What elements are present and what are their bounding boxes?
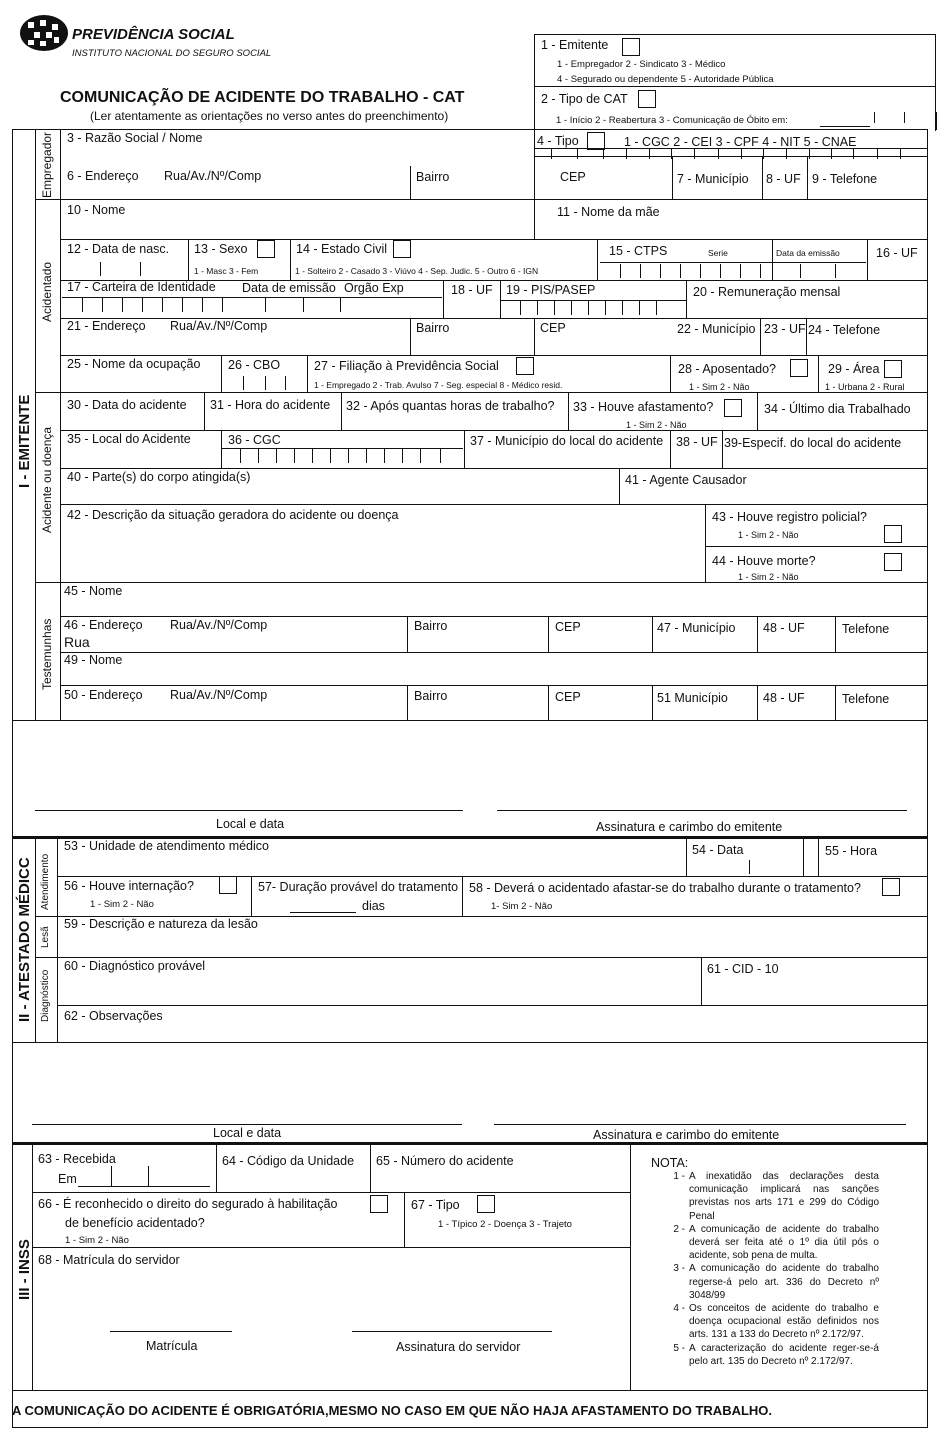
field-56-checkbox[interactable] — [219, 876, 237, 894]
field-29-checkbox[interactable] — [884, 360, 902, 378]
note-number: 2 - — [673, 1223, 685, 1235]
note-number: 1 - — [673, 1171, 685, 1182]
footer-notice: A COMUNICAÇÃO DO ACIDENTE É OBRIGATÓRIA,MESMO NO CASO EM QUE NÃO HAJA AFASTAMENTO DO TRABALHO. — [12, 1403, 773, 1418]
field-27-checkbox[interactable] — [516, 357, 534, 375]
notes-list — [663, 1170, 879, 1368]
field-67-checkbox[interactable] — [477, 1195, 495, 1213]
section-inss-label: III - INSS — [16, 1239, 33, 1300]
note-text: A comunicação de acidente do trabalho deverá ser feita até o 1º dia útil pós o acidente, sob pena de multa. — [689, 1223, 879, 1262]
field-2-label: 2 - Tipo de CAT — [541, 92, 628, 106]
note-text: A comunicação do acidente do trabalho regerse-á pelo art. 336 do Decreto nº 3048/99 — [689, 1263, 879, 1301]
note-item — [663, 1302, 879, 1342]
form-title: COMUNICAÇÃO DE ACIDENTE DO TRABALHO - CAT — [60, 89, 465, 106]
field-66-checkbox[interactable] — [370, 1195, 388, 1213]
field-2-checkbox[interactable] — [638, 90, 656, 108]
section-atestado-label: II - ATESTADO MÉDICC — [16, 857, 33, 1022]
note-text: A caracterização do acidente reger-se-á pelo art. 135 do Decreto nº 2.172/97. — [689, 1342, 879, 1367]
note-number: 4 - — [673, 1303, 685, 1315]
field-1-label: 1 - Emitente — [541, 38, 609, 52]
field-46-value[interactable]: Rua — [64, 634, 90, 650]
note-item — [663, 1223, 879, 1263]
org-name: PREVIDÊNCIA SOCIAL — [72, 26, 235, 43]
form-subtitle: (Ler atentamente as orientações no verso antes do preenchimento) — [90, 109, 449, 123]
field-28-checkbox[interactable] — [790, 359, 808, 377]
note-text: Os conceitos de acidente do trabalho e doença ocupacional estão definidos nos arts. 131 a 133 do Decreto nº 2.172/97. — [689, 1303, 879, 1341]
field-43-checkbox[interactable] — [884, 525, 902, 543]
field-1-checkbox[interactable] — [622, 38, 640, 56]
section-emitente-label: I - EMITENTE — [16, 394, 33, 488]
field-14-checkbox[interactable] — [393, 240, 411, 258]
note-text: A inexatidão das declarações desta comunicação implicará nas sanções previstas nos arts 171 e 299 do Código Penal — [689, 1171, 879, 1222]
institute-name: INSTITUTO NACIONAL DO SEGURO SOCIAL — [72, 48, 272, 59]
note-number: 3 - — [673, 1263, 685, 1275]
previdencia-logo-icon — [18, 12, 70, 54]
note-item — [663, 1342, 879, 1368]
field-44-checkbox[interactable] — [884, 553, 902, 571]
note-number: 5 - — [673, 1342, 685, 1354]
field-13-checkbox[interactable] — [257, 240, 275, 258]
assinatura-emitente-label: Assinatura e carimbo do emitente — [596, 820, 783, 834]
notes-title: NOTA: — [651, 1156, 689, 1170]
note-item — [663, 1170, 879, 1223]
local-data-label: Local e data — [216, 817, 285, 831]
note-item — [663, 1262, 879, 1302]
field-58-checkbox[interactable] — [882, 878, 900, 896]
field-33-checkbox[interactable] — [724, 399, 742, 417]
